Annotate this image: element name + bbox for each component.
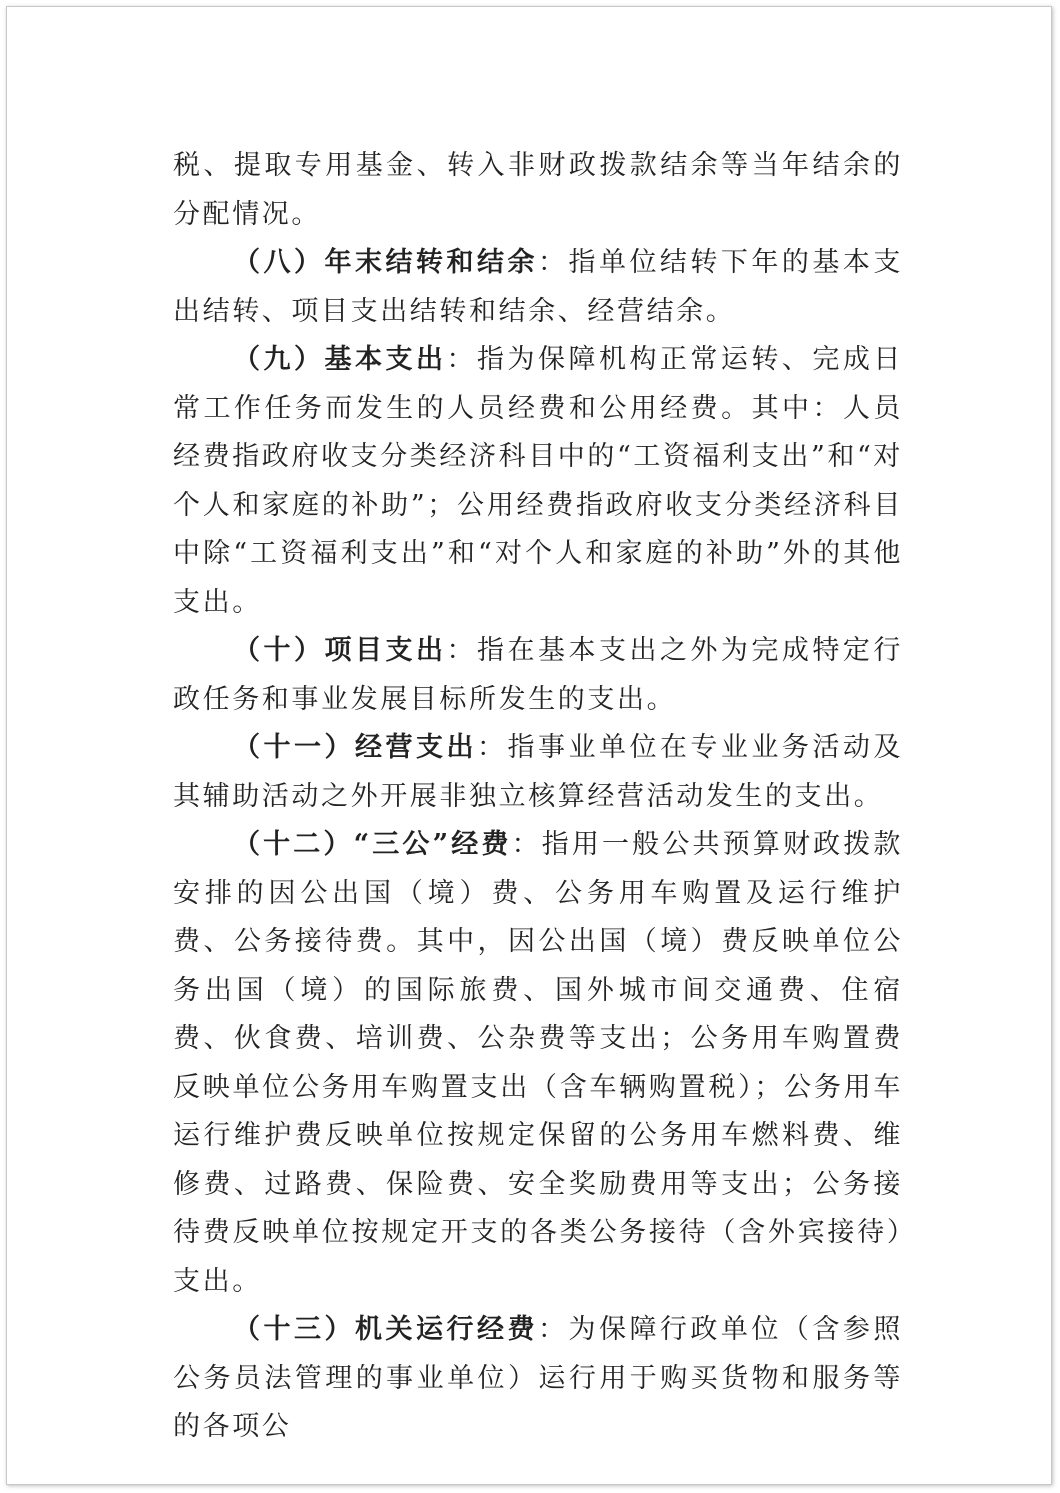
paragraph-text: ：指在基本支出之外为完成特定行政任务和事业发展目标所发生的支出。 bbox=[173, 635, 903, 715]
term-heading: （十一）经营支出 bbox=[233, 732, 477, 763]
paragraph-text: 税、提取专用基金、转入非财政拨款结余等当年结余的分配情况。 bbox=[173, 150, 903, 230]
document-body bbox=[173, 142, 903, 1452]
paragraph-text: ：指用一般公共预算财政拨款安排的因公出国（境）费、公务用车购置及运行维护费、公务接待费。其中，因公出国（境）费反映单位公务出国（境）的国际旅费、国外城市间交通费、住宿费、伙食费、培训费、公杂费等支出；公务用车购置费反映单位公务用车购置支出（含车辆购置税）；公务用车运行维护费反映单位按规定保留的公务用车燃料费、维修费、过路费、保险费、安全奖励费用等支出；公务接待费反映单位按规定开支的各类公务接待（含外宾接待）支出。 bbox=[173, 829, 903, 1297]
term-heading: （八）年末结转和结余 bbox=[233, 247, 538, 278]
term-heading: （十三）机关运行经费 bbox=[233, 1314, 538, 1345]
paragraph-continuation bbox=[173, 142, 903, 239]
paragraph-project-expenditure bbox=[173, 627, 903, 724]
paragraph-text: ：指事业单位在专业业务活动及其辅助活动之外开展非独立核算经营活动发生的支出。 bbox=[173, 732, 903, 812]
paragraph-text: ：指为保障机构正常运转、完成日常工作任务而发生的人员经费和公用经费。其中：人员经费指政府收支分类经济科目中的“工资福利支出”和“对个人和家庭的补助”；公用经费指政府收支分类经济科目中除“工资福利支出”和“对个人和家庭的补助”外的其他支出。 bbox=[173, 344, 904, 618]
paragraph-year-end-carryover bbox=[173, 239, 903, 336]
paragraph-operating-expenditure bbox=[173, 724, 903, 821]
paragraph-three-public-expenses bbox=[173, 821, 903, 1306]
paragraph-text: ：指单位结转下年的基本支出结转、项目支出结转和结余、经营结余。 bbox=[173, 247, 903, 327]
term-heading: （十二）“三公”经费 bbox=[233, 829, 512, 860]
term-heading: （九）基本支出 bbox=[233, 344, 447, 375]
term-heading: （十）项目支出 bbox=[233, 635, 447, 666]
paragraph-text: ：为保障行政单位（含参照公务员法管理的事业单位）运行用于购买货物和服务等的各项公 bbox=[173, 1314, 903, 1442]
document-page bbox=[6, 6, 1052, 1485]
paragraph-agency-operating-expenses bbox=[173, 1306, 903, 1452]
paragraph-basic-expenditure bbox=[173, 336, 903, 627]
